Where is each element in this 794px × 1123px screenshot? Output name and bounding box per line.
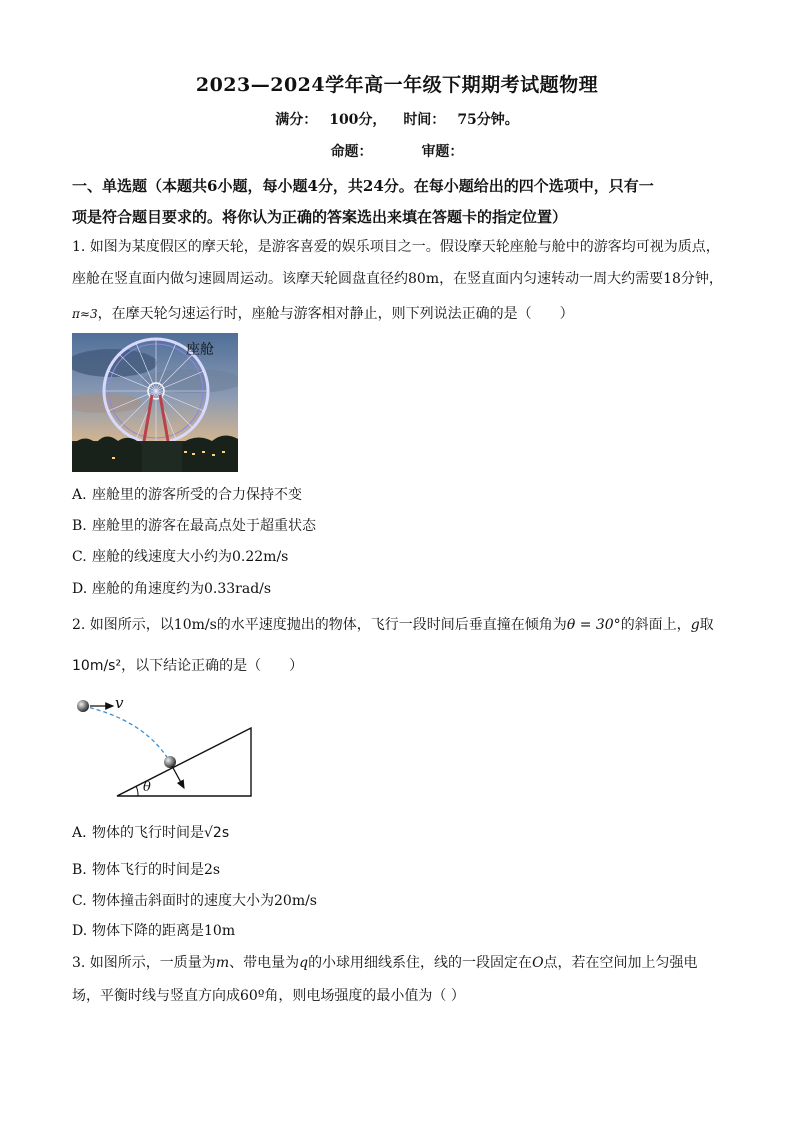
full-score-label: 满分： [275, 112, 318, 128]
q1-option-c[interactable]: C. 座舱的线速度大小约为0.22m/s [72, 549, 289, 565]
q1-line1: 1. 如图为某度假区的摩天轮，是游客喜爱的娱乐项目之一。假设摩天轮座舱与舱中的游客均可视为质点， [72, 239, 720, 255]
gravity-unit: 10m/s² [72, 658, 122, 674]
q1-line3-rest: ，在摩天轮匀速运行时，座舱与游客相对静止，则下列说法正确的是（ ） [97, 306, 574, 322]
q1-option-d[interactable]: D. 座舱的角速度约为0.33rad/s [72, 581, 272, 597]
exam-meta [0, 109, 794, 129]
velocity-label: v [115, 694, 124, 712]
q2-option-a[interactable]: A. 物体的飞行时间是√2s [72, 825, 230, 841]
section-heading-line1: 一、单选题（本题共6小题，每小题4分，共24分。在每小题给出的四个选项中，只有一 [72, 177, 654, 195]
photo-label-cabin: 座舱 [186, 342, 214, 358]
charge-symbol: q [299, 955, 309, 971]
q3-line2: 场，平衡时线与竖直方向成60º角，则电场强度的最小值为（ ） [72, 988, 465, 1004]
sqrt2-seconds: √2s [204, 825, 230, 841]
q1-option-b[interactable]: B. 座舱里的游客在最高点处于超重状态 [72, 518, 316, 534]
ferris-wheel-photo [72, 333, 238, 472]
q3-line1: 3. 如图所示，一质量为m、带电量为q的小球用细线系住，线的一段固定在O点，若在空间加上匀强电 [72, 955, 698, 971]
point-o-symbol: O [532, 955, 544, 971]
exam-authors [0, 141, 794, 161]
full-score-value: 100分， [329, 112, 387, 128]
q2-line1: 2. 如图所示，以10m/s的水平速度抛出的物体，飞行一段时间后垂直撞在倾角为θ = 30°的斜面上，g取 [72, 617, 714, 633]
page-title: 2023—2024学年高一年级下期期考试题物理 [195, 74, 599, 96]
projectile-incline-diagram [70, 690, 260, 805]
g-symbol: g [690, 617, 700, 633]
angle-label: θ [143, 780, 151, 795]
q1-line2: 座舱在竖直面内做匀速圆周运动。该摩天轮圆盘直径约80m，在竖直面内匀速转动一周大约需要18分钟， [72, 271, 723, 287]
pi-approx: π≈3 [72, 307, 98, 321]
q1-option-a[interactable]: A. 座舱里的游客所受的合力保持不变 [72, 487, 302, 503]
time-label: 时间： [403, 112, 446, 128]
time-value: 75分钟。 [457, 112, 519, 128]
mass-symbol: m [215, 955, 230, 971]
theta-equals-30: θ = 30° [566, 617, 621, 633]
q2-option-b[interactable]: B. 物体飞行的时间是2s [72, 862, 221, 878]
setter-label: 命题： [330, 144, 373, 160]
reviewer-label: 审题： [421, 144, 464, 160]
section-heading [72, 171, 732, 233]
q2-option-c[interactable]: C. 物体撞击斜面时的速度大小为20m/s [72, 893, 317, 909]
section-heading-line2: 项是符合题目要求的。将你认为正确的答案选出来填在答题卡的指定位置） [72, 208, 568, 226]
q2-line2: 10m/s²，以下结论正确的是（ ） [72, 658, 304, 674]
q2-option-d[interactable]: D. 物体下降的距离是10m [72, 923, 236, 939]
q1-line3 [72, 303, 732, 323]
